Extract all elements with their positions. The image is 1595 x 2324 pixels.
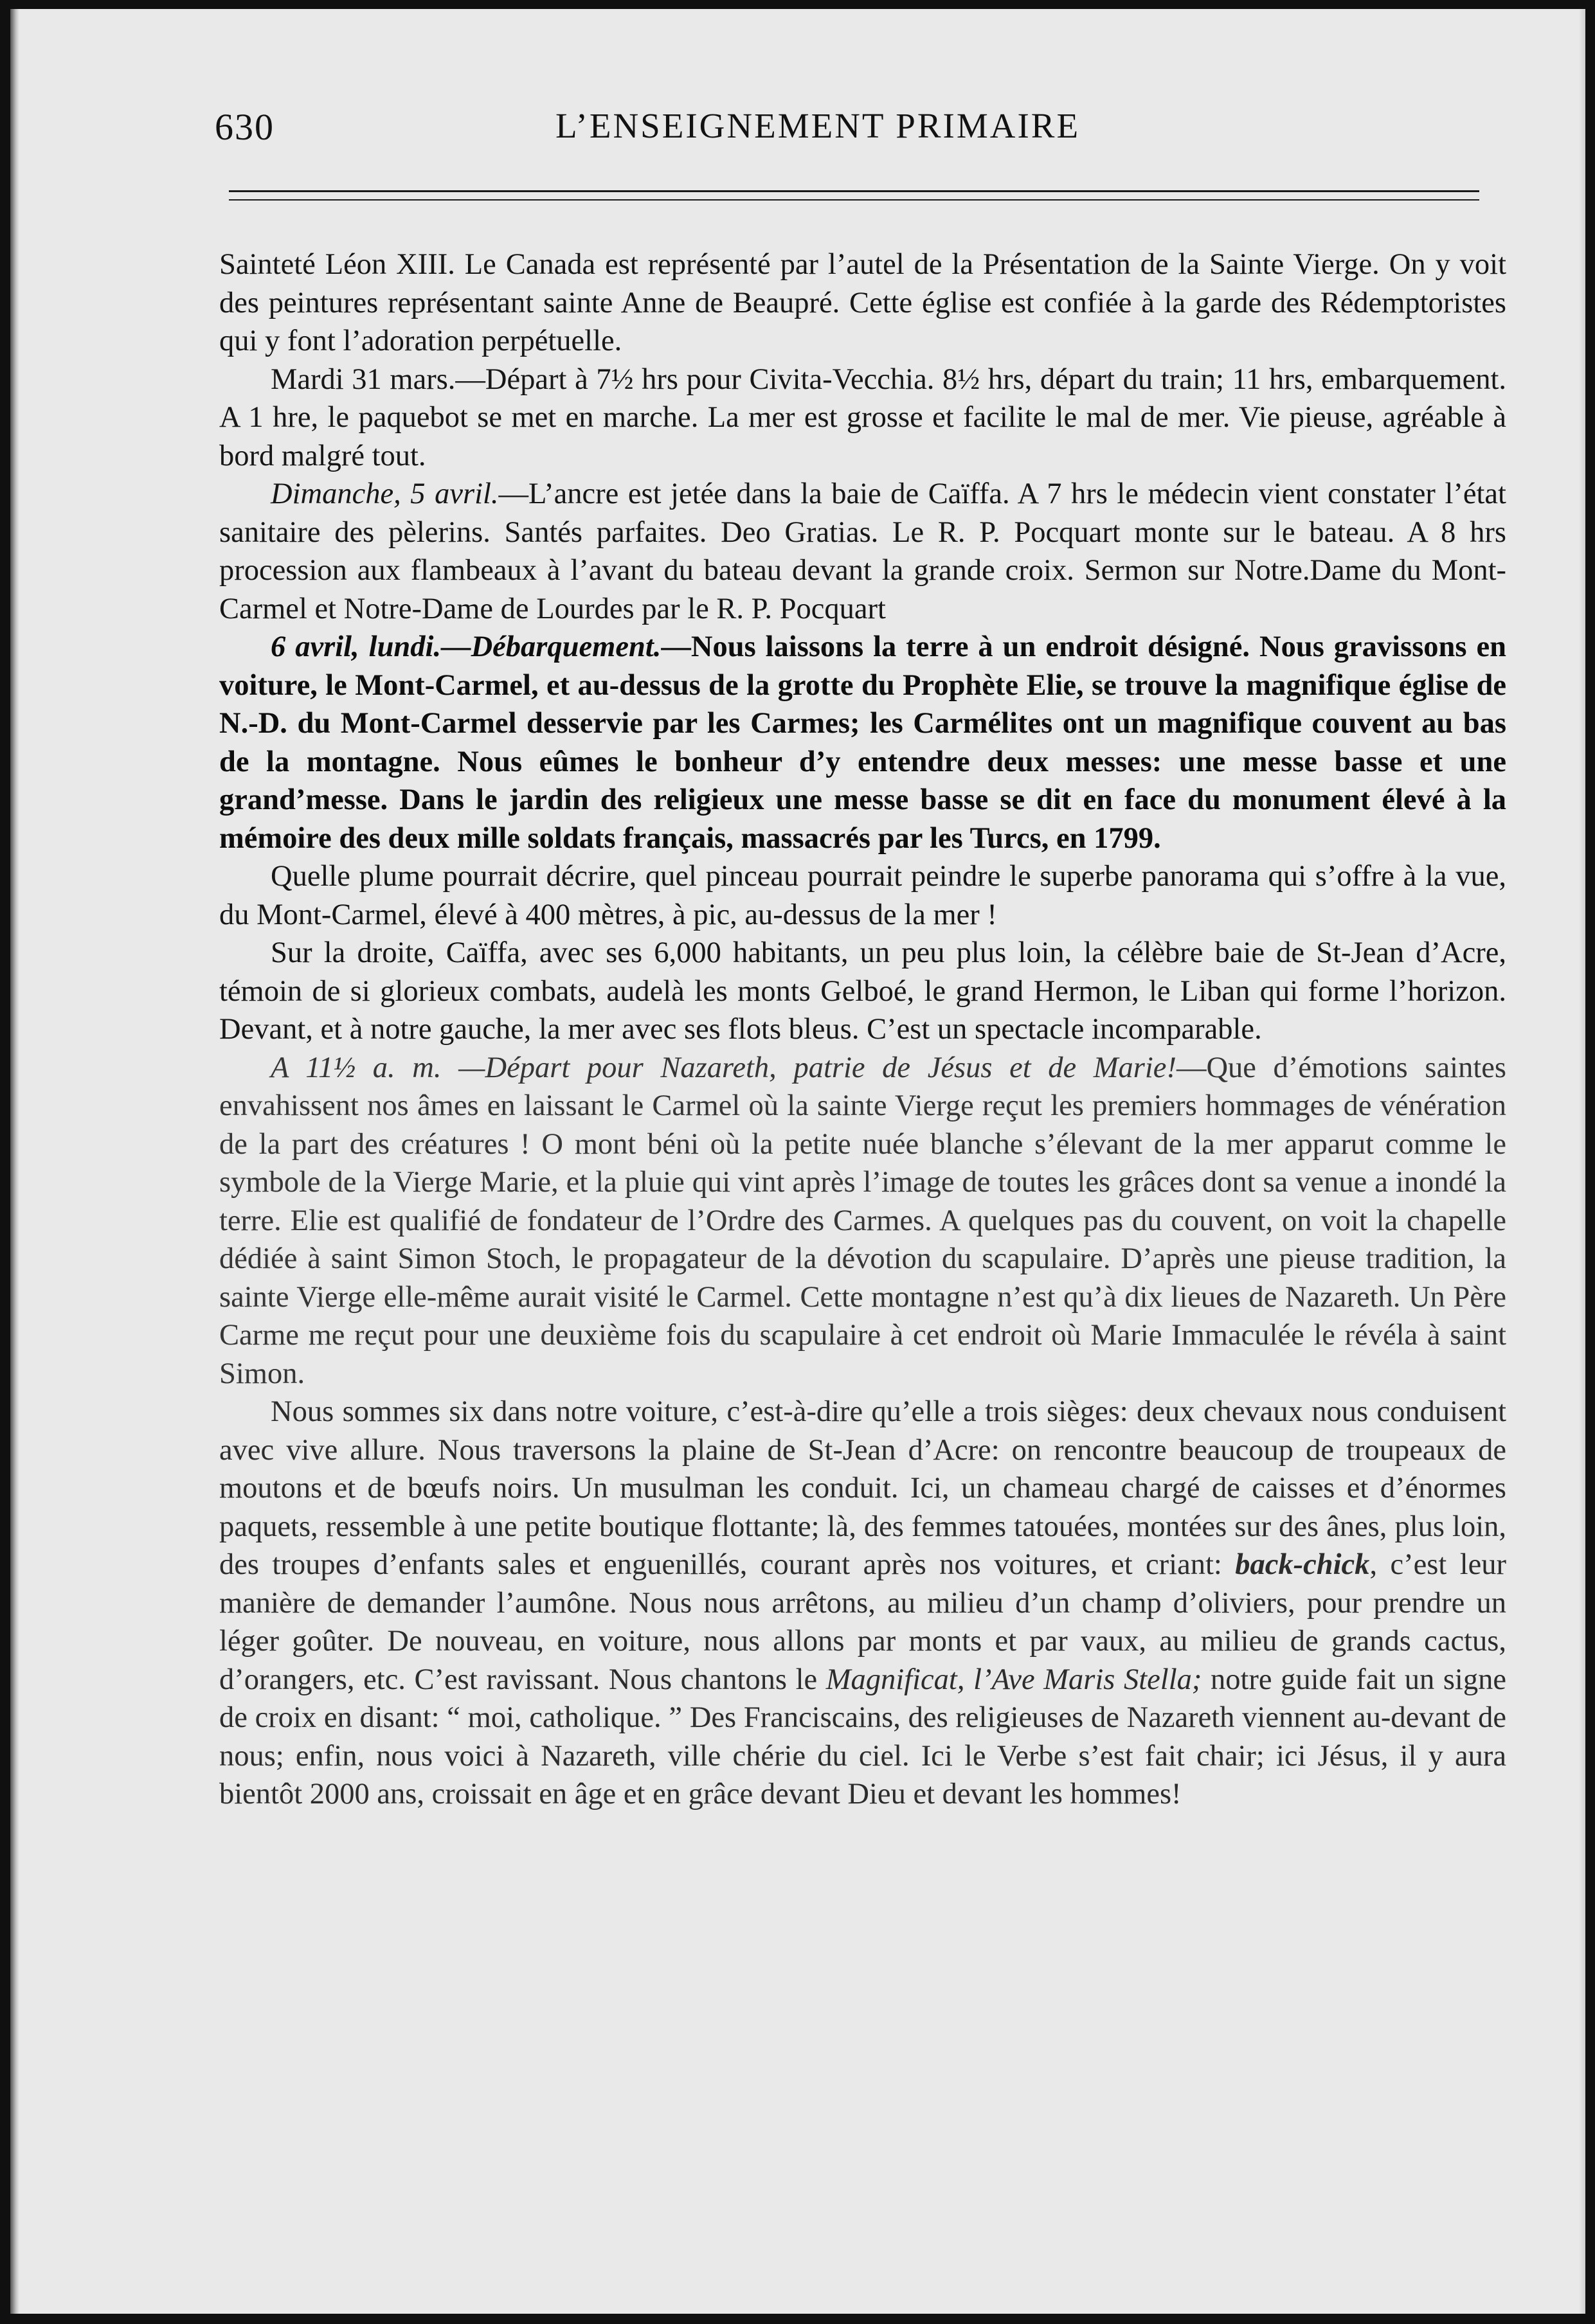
entry-text: —Nous laissons la terre à un endroit désigné. Nous gravissons en voiture, le Mont-Carmel, et au-dessus de la grotte du Prophète Elie, se trouve la magnifique église de N.-D. du Mont-Carmel desservie par les Carmes; les Carmélites ont un magnifique couvent au bas de la montagne. Nous eûmes le bonheur d’y entendre deux messes: une messe basse et une grand’messe. Dans le jardin des religieux une messe basse se dit en face du monument élevé à la mémoire des deux mille soldats français, massacrés par les Turcs, en 1799. xyxy=(219,630,1506,855)
page-number: 630 xyxy=(215,106,275,148)
running-title: L’ENSEIGNEMENT PRIMAIRE xyxy=(555,106,1081,145)
hymn-title: Magnificat, l’Ave Maris Stella; xyxy=(825,1663,1202,1696)
paragraph-dimanche-5-avril xyxy=(219,475,1506,628)
entry-text: —L’ancre est jetée dans la baie de Caïffa. A 7 hrs le médecin vient constater l’état sanitaire des pèlerins. Santés parfaites. Deo Gratias. Le R. P. Pocquart monte sur le bateau. A 8 hrs procession aux flambeaux à l’avant du bateau devant la grande croix. Sermon sur Notre.Dame du Mont-Carmel et Notre-Dame de Lourdes par le R. P. Pocquart xyxy=(219,478,1506,625)
body-text xyxy=(219,246,1506,1814)
entry-text: notre guide fait un signe de croix en disant: “ moi, catholique. ” Des Franciscains, des religieuses de Nazareth viennent au-devant de nous; enfin, nous voici à Nazareth, ville chérie du ciel. Ici le Verbe s’est fait chair; ici Jésus, il y aura bientôt 2000 ans, croissait en âge et en grâce devant Dieu et devant les hommes! xyxy=(219,1663,1506,1810)
paragraph-voiture xyxy=(219,1393,1506,1814)
header-rule-thin xyxy=(229,199,1479,201)
entry-date: A 11½ a. m. —Départ pour Nazareth, patrie de Jésus et de Marie! xyxy=(271,1051,1176,1084)
entry-text: —Que d’émotions saintes envahissent nos âmes en laissant le Carmel où la sainte Vierge reçut les premiers hommages de vénération de la part des créatures ! O mont béni où la petite nuée blanche s’élevant de la mer apparut comme le symbole de la Vierge Marie, et la pluie qui vint après l’image de toutes les grâces dont sa venue a inondé la terre. Elie est qualifié de fondateur de l’Ordre des Carmes. A quelques pas du couvent, on voit la chapelle dédiée à saint Simon Stoch, le propagateur de la dévotion du scapulaire. D’après une pieuse tradition, la sainte Vierge elle-même aurait visité le Carmel. Cette montagne n’est qu’à dix lieues de Nazareth. Un Père Carme me reçut pour une deuxième fois du scapulaire à cet endroit où Marie Immaculée le révéla à saint Simon. xyxy=(219,1051,1506,1390)
paragraph-leon-xiii: Sainteté Léon XIII. Le Canada est représenté par l’autel de la Présentation de la Sainte Vierge. On y voit des peintures représentant sainte Anne de Beaupré. Cette église est confiée à la garde des Rédemptoristes qui y font l’adoration perpétuelle. xyxy=(219,248,1506,357)
entry-text: Nous sommes six dans notre voiture, c’est-à-dire qu’elle a trois sièges: deux chevaux nous conduisent avec vive allure. Nous traversons la plaine de St-Jean d’Acre: on rencontre beaucoup de troupeaux de moutons et de bœufs noirs. Un musulman les conduit. Ici, un chameau chargé de caisses et d’énormes paquets, ressemble à une petite boutique flottante; là, des femmes tatouées, montées sur des ânes, plus loin, des troupes d’enfants sales et enguenillés, courant après nos voitures, et criant: xyxy=(219,1395,1506,1581)
paragraph-mardi-31-mars: Mardi 31 mars.—Départ à 7½ hrs pour Civita-Vecchia. 8½ hrs, départ du train; 11 hrs, embarquement. A 1 hre, le paquebot se met en marche. La mer est grosse et facilite le mal de mer. Vie pieuse, agréable à bord malgré tout. xyxy=(219,362,1506,472)
paragraph-panorama: Quelle plume pourrait décrire, quel pinceau pourrait peindre le superbe panorama qui s’offre à la vue, du Mont-Carmel, élevé à 400 mètres, à pic, au-dessus de la mer ! xyxy=(219,860,1506,931)
page-edge xyxy=(1579,9,1585,2314)
book-page xyxy=(10,9,1585,2314)
entry-text: , c’est leur manière de demander l’aumône. Nous nous arrêtons, au milieu d’un champ d’oliviers, pour prendre un léger goûter. De nouveau, en voiture, nous allons par monts et par vaux, au milieu de grands cactus, d’orangers, etc. C’est ravissant. Nous chantons le xyxy=(219,1548,1506,1696)
running-head xyxy=(215,105,1495,157)
paragraph-caiffa: Sur la droite, Caïffa, avec ses 6,000 habitants, un peu plus loin, la célèbre baie de St-Jean d’Acre, témoin de si glorieux combats, audelà les monts Gelboé, le grand Hermon, le Liban qui forme l’horizon. Devant, et à notre gauche, la mer avec ses flots bleus. C’est un spectacle incomparable. xyxy=(219,936,1506,1046)
paragraph-depart-nazareth xyxy=(219,1049,1506,1393)
entry-date: 6 avril, lundi.—Débarquement. xyxy=(271,630,662,663)
paragraph-6-avril xyxy=(219,628,1506,857)
bold-word: back-chick xyxy=(1235,1548,1370,1581)
header-rule xyxy=(229,190,1479,192)
entry-date: Dimanche, 5 avril. xyxy=(271,478,499,510)
